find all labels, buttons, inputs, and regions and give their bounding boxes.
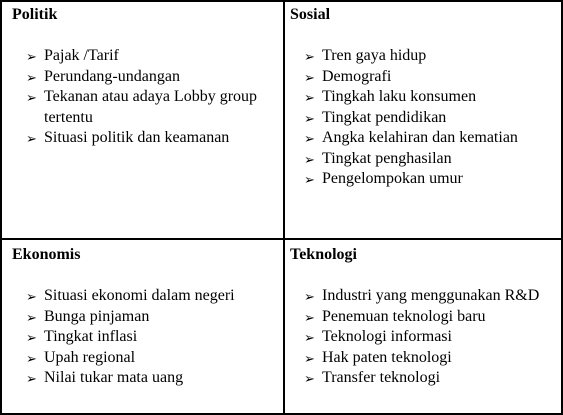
- arrowhead-bullet-icon: ➢: [26, 330, 37, 345]
- list-item-text: Angka kelahiran dan kematian: [322, 129, 518, 146]
- list-item-text: Situasi politik dan keamanan: [44, 129, 230, 146]
- list-item-text: Upah regional: [44, 348, 136, 366]
- list-item: [290, 327, 558, 348]
- list-item-text: Pajak /Tarif: [44, 47, 119, 64]
- arrowhead-bullet-icon: ➢: [304, 49, 315, 64]
- list-item: [12, 87, 278, 128]
- list-item: [290, 46, 558, 67]
- column-divider: [283, 2, 285, 415]
- list-item-text: Demografi: [322, 67, 392, 85]
- arrowhead-bullet-icon: ➢: [304, 69, 315, 85]
- list-item-text: Transfer teknologi: [322, 369, 441, 386]
- list-item-text: Tren gaya hidup: [322, 47, 427, 64]
- list-item-text: Bunga pinjaman: [44, 307, 150, 325]
- arrowhead-bullet-icon: ➢: [304, 330, 315, 345]
- arrowhead-bullet-icon: ➢: [304, 371, 315, 386]
- list-item-text: Tingkat pendidikan: [322, 108, 447, 126]
- list-item-text: Tingkah laku konsumen: [322, 88, 477, 105]
- list-item-text: Situasi ekonomi dalam negeri: [44, 287, 235, 304]
- arrowhead-bullet-icon: ➢: [304, 172, 315, 187]
- teknologi-heading: Teknologi: [290, 246, 357, 263]
- list-item: [12, 67, 278, 88]
- list-item: [290, 307, 558, 328]
- arrowhead-bullet-icon: ➢: [304, 131, 315, 146]
- list-item-text: Nilai tukar mata uang: [44, 369, 184, 386]
- list-item-text: Hak paten teknologi: [322, 348, 452, 366]
- arrowhead-bullet-icon: ➢: [26, 69, 37, 85]
- sosial-cell: [290, 5, 558, 190]
- row-divider: [2, 238, 563, 240]
- arrowhead-bullet-icon: ➢: [304, 350, 315, 366]
- arrowhead-bullet-icon: ➢: [26, 289, 37, 304]
- arrowhead-bullet-icon: ➢: [26, 371, 37, 386]
- list-item-text: Perundang-undangan: [44, 67, 180, 85]
- arrowhead-bullet-icon: ➢: [26, 49, 37, 64]
- arrowhead-bullet-icon: ➢: [304, 309, 315, 325]
- arrowhead-bullet-icon: ➢: [26, 350, 37, 366]
- list-item-text: Tekanan atau adaya Lobby group tertentu: [44, 88, 258, 126]
- list-item-text: Penemuan teknologi baru: [322, 307, 486, 325]
- list-item-text: Industri yang menggunakan R&D: [322, 287, 540, 304]
- arrowhead-bullet-icon: ➢: [26, 309, 37, 325]
- sosial-list: [290, 46, 558, 190]
- list-item: [290, 128, 558, 149]
- list-item: [12, 348, 278, 369]
- list-item: [12, 46, 278, 67]
- teknologi-cell: [290, 245, 558, 389]
- arrowhead-bullet-icon: ➢: [26, 90, 37, 105]
- list-item: [290, 67, 558, 88]
- politik-heading: Politik: [12, 6, 58, 23]
- list-item: [290, 108, 558, 129]
- ekonomis-cell: [12, 245, 278, 389]
- list-item: [290, 286, 558, 307]
- ekonomis-heading: Ekonomis: [12, 246, 81, 263]
- arrowhead-bullet-icon: ➢: [304, 90, 315, 105]
- politik-list: [12, 46, 278, 149]
- list-item: [12, 327, 278, 348]
- list-item: [290, 348, 558, 369]
- list-item-text: Tingkat inflasi: [44, 328, 138, 345]
- arrowhead-bullet-icon: ➢: [26, 131, 37, 146]
- list-item: [12, 128, 278, 149]
- list-item: [12, 368, 278, 389]
- list-item-text: Tingkat penghasilan: [322, 149, 452, 167]
- teknologi-list: [290, 286, 558, 389]
- arrowhead-bullet-icon: ➢: [304, 110, 315, 126]
- ekonomis-list: [12, 286, 278, 389]
- list-item: [290, 149, 558, 170]
- list-item: [290, 368, 558, 389]
- list-item: [12, 307, 278, 328]
- arrowhead-bullet-icon: ➢: [304, 289, 315, 304]
- sosial-heading: Sosial: [290, 6, 331, 23]
- politik-cell: [12, 5, 278, 149]
- list-item: [12, 286, 278, 307]
- list-item-text: Teknologi informasi: [322, 328, 452, 345]
- list-item: [290, 169, 558, 190]
- list-item-text: Pengelompokan umur: [322, 170, 463, 187]
- arrowhead-bullet-icon: ➢: [304, 151, 315, 167]
- list-item: [290, 87, 558, 108]
